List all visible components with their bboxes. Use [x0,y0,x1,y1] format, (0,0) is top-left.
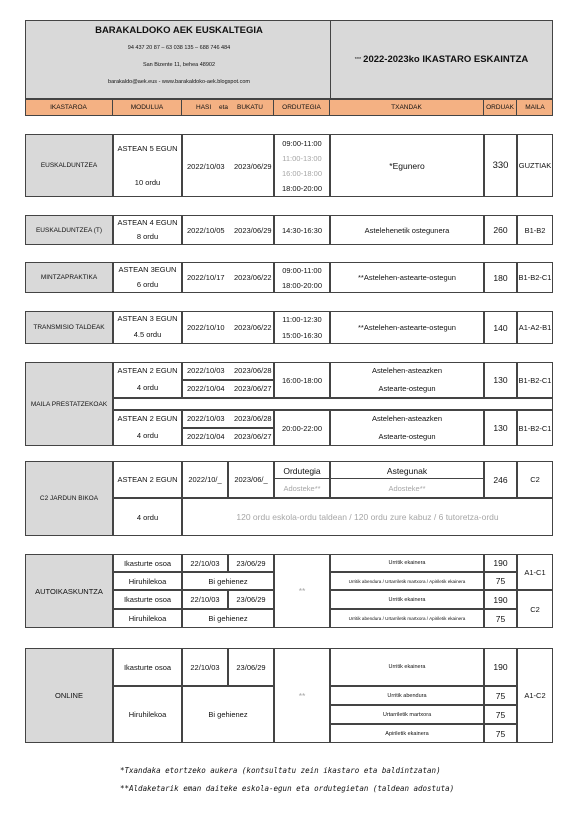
start-date: 2022/10/03 [187,366,225,375]
col-eta: eta [219,104,229,111]
module-label: Ikasturte osoa [113,648,182,686]
col-bukatu: BUKATU [237,104,263,111]
level: A1-C2 [517,648,553,743]
start-date: 22/10/03 [182,648,228,686]
dates-cell [182,311,274,344]
shift-line: Urtarriletik martxora [330,705,484,724]
total-hours: 130 [484,410,517,446]
page-title [330,20,553,99]
total-hours: 330 [484,134,517,197]
start-date: 2022/10/_ [182,461,228,498]
astegunak-label: Astegunak [331,464,483,479]
col-maila: MAILA [525,104,545,111]
course-name: MINTZAPRAKTIKA [25,262,113,293]
time-slot: 16:00-18:00 [281,169,323,178]
dates-cell [182,410,274,428]
time-slot: 11:00-12:30 [282,315,322,324]
level: B1-B2-C1 [517,362,553,398]
end-date: 2023/06/22 [234,273,272,282]
total-hours: 180 [484,262,517,293]
shift-line: Astelehen-asteazken [371,366,443,375]
time-slot: 18:00-20:00 [281,184,323,193]
end-date: 23/06/29 [228,648,274,686]
total-hours: 75 [484,705,517,724]
module-label: ASTEAN 5 EGUN [117,144,178,153]
col-ikastaroa: IKASTAROA [25,99,113,116]
shift-cell: *Egunero [330,134,484,197]
time-slot: 09:00-11:00 [282,266,322,275]
module-hours: 4 ordu [136,383,159,392]
col-orduak: ORDUAK [484,99,517,116]
date-range: Bi gehienez [182,686,274,743]
date-range: Bi gehienez [182,609,274,628]
ordutegia-label: Ordutegia [275,464,329,479]
dates-cell [182,215,274,245]
dates-cell [182,362,274,380]
time-slot: 11:00-13:00 [282,154,322,163]
module-cell [113,134,182,197]
module-hours: 4 ordu [136,431,159,440]
start-date: 2022/10/04 [187,384,225,393]
shift-cell: Urritik ekainera [330,590,484,609]
course-name: EUSKALDUNTZEA [25,134,113,197]
time-slot: Adosteke** [283,483,321,493]
time-slot: 20:00-22:00 [274,410,330,446]
total-hours: 260 [484,215,517,245]
shift-line: Urritik abendura [330,686,484,705]
module-cell [113,262,182,293]
total-hours: 75 [484,724,517,743]
c2-note: 120 ordu eskola-ordu taldean / 120 ordu zure kabuz / 6 tutoretza-ordu [182,498,553,536]
total-hours: 140 [484,311,517,344]
col-hasi: HASI [196,104,212,111]
end-date: 23/06/29 [228,590,274,609]
shift-cell [330,410,484,446]
total-hours: 75 [484,572,517,590]
shift-cell: Urritik ekainera [330,554,484,572]
module-cell [113,311,182,344]
col-modulua: MODULUA [113,99,182,116]
level: GUZTIAK [517,134,553,197]
spacer-row [113,398,553,410]
end-date: 2023/06/_ [228,461,274,498]
times-cell [274,311,330,344]
phones: 94 437 20 87 – 63 038 135 – 688 746 484 [127,45,231,51]
time-slot: 14:30-16:30 [274,215,330,245]
title-stars: *** [354,56,362,63]
col-ordutegia: ORDUTEGIA [274,99,330,116]
module-label: Hiruhilekoa [113,572,182,590]
course-name: MAILA PRESTATZEKOAK [25,362,113,446]
end-date: 2023/06/28 [234,366,272,375]
time-slot: 15:00-16:30 [281,331,323,340]
end-date: 2023/06/28 [234,414,272,423]
c2-time-cell [274,461,330,498]
footnote: *Txandaka etortzeko aukera (kontsultatu zein ikastaro eta baldintzatan) [120,766,441,775]
shift-cell: Astelehenetik ostegunera [330,215,484,245]
module-label: ASTEAN 2 EGUN [117,366,178,375]
level: C2 [517,461,553,498]
stars: ** [274,648,330,743]
end-date: 2023/06/29 [234,162,272,171]
shift-cell: **Astelehen-astearte-ostegun [330,311,484,344]
stars: ** [274,554,330,628]
total-hours: 190 [484,648,517,686]
module-label: Hiruhilekoa [113,609,182,628]
start-date: 2022/10/03 [187,414,225,423]
end-date: 2023/06/27 [234,432,272,441]
module-hours: 8 ordu [136,232,159,241]
course-name: TRANSMISIO TALDEAK [25,311,113,344]
dates-cell [182,134,274,197]
end-date: 23/06/29 [228,554,274,572]
shift-line: Astearte-ostegun [378,432,436,441]
module-label: ASTEAN 4 EGUN [117,218,178,227]
total-hours: 190 [484,590,517,609]
start-date: 22/10/03 [182,590,228,609]
total-hours: 130 [484,362,517,398]
module-label: ASTEAN 2 EGUN [117,414,178,423]
times-cell [274,262,330,293]
shift-cell: Urritik abendura / Urtarriletik martxora / Apiriletik ekainera [330,572,484,590]
course-name: C2 JARDUN BIKOA [25,461,113,536]
total-hours: 246 [484,461,517,498]
c2-shift-cell [330,461,484,498]
module-hours: 4.5 ordu [133,330,162,339]
course-name: AUTOIKASKUNTZA [25,554,113,628]
shift-line: Astearte-ostegun [378,384,436,393]
level: B1-B2-C1 [517,262,553,293]
time-slot: 09:00-11:00 [282,139,322,148]
shift-line: Astelehen-asteazken [371,414,443,423]
module-cell [113,362,182,398]
course-name: EUSKALDUNTZEA (T) [25,215,113,245]
start-date: 2022/10/10 [187,323,225,332]
module-label: Ikasturte osoa [113,554,182,572]
footnote: **Aldaketarik eman daiteke eskola-egun eta ordutegietan (taldean adostuta) [120,784,455,793]
end-date: 2023/06/29 [234,226,272,235]
module-cell [113,215,182,245]
shift-line: Adosteke** [388,483,426,493]
total-hours: 75 [484,686,517,705]
shift-cell: **Astelehen-astearte-ostegun [330,262,484,293]
date-range: Bi gehienez [182,572,274,590]
module-hours: 6 ordu [136,280,159,289]
module-hours: 10 ordu [134,178,161,187]
module-cell [113,410,182,446]
start-date: 2022/10/05 [187,226,225,235]
end-date: 2023/06/27 [234,384,272,393]
end-date: 2023/06/22 [234,323,272,332]
module-label: ASTEAN 2 EGUN [113,461,182,498]
title-text: 2022-2023ko IKASTARO ESKAINTZA [363,54,529,65]
level: C2 [517,590,553,628]
shift-cell: Urritik abendura / Urtarriletik martxora / Apiriletik ekainera [330,609,484,628]
times-cell [274,134,330,197]
total-hours: 190 [484,554,517,572]
module-label: ASTEAN 3EGUN [118,265,177,274]
contact: barakaldo@aek.eus - www.barakaldoko-aek.blogspot.com [108,79,250,85]
start-date: 2022/10/17 [187,273,225,282]
dates-cell [182,428,274,446]
module-label: Ikasturte osoa [113,590,182,609]
time-slot: 16:00-18:00 [274,362,330,398]
time-slot: 18:00-20:00 [281,281,323,290]
total-hours: 75 [484,609,517,628]
header-info [25,20,331,99]
level: A1-C1 [517,554,553,590]
shift-line: Apiriletik ekainera [330,724,484,743]
module-hours: 4 ordu [113,498,182,536]
col-txandak: TXANDAK [330,99,484,116]
shift-cell [330,362,484,398]
module-label: Hiruhilekoa [113,686,182,743]
start-date: 22/10/03 [182,554,228,572]
level: A1-A2-B1 [517,311,553,344]
level: B1-B2-C1 [517,410,553,446]
org-name: BARAKALDOKO AEK EUSKALTEGIA [95,24,263,36]
module-label: ASTEAN 3 EGUN [117,314,178,323]
start-date: 2022/10/04 [187,432,225,441]
start-date: 2022/10/03 [187,162,225,171]
dates-cell [182,380,274,398]
level: B1-B2 [517,215,553,245]
dates-cell [182,262,274,293]
address: San Bizente 11, behea 48902 [142,62,216,68]
shift-cell: Urritik ekainera [330,648,484,686]
course-name: ONLINE [25,648,113,743]
